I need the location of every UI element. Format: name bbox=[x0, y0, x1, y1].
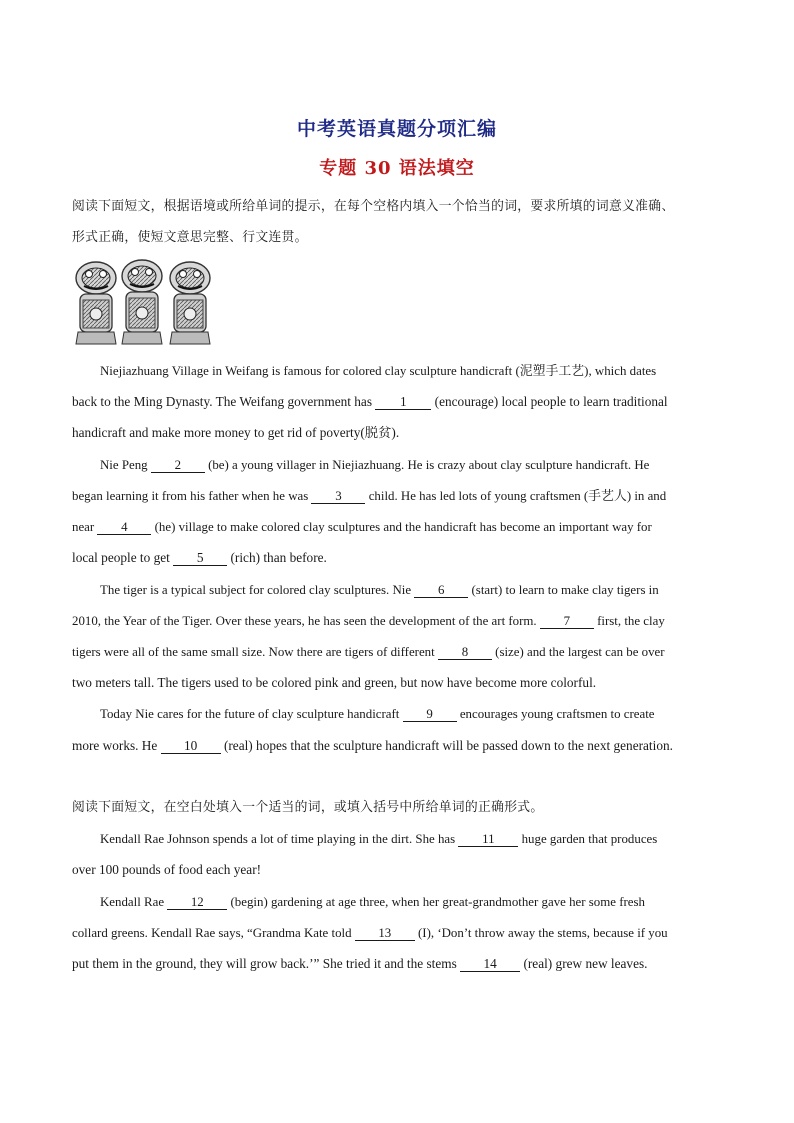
passage1-line-3: handicraft and make more money to get rid of poverty(脱贫). bbox=[72, 425, 400, 440]
passage2-line-4: collard greens. Kendall Rae says, “Grandma Kate told 13 (I), ‘Don’t throw away the stems, because if you bbox=[72, 926, 668, 940]
blank-1[interactable]: 1 bbox=[375, 395, 431, 410]
blank-10[interactable]: 10 bbox=[161, 739, 221, 754]
blank-2[interactable]: 2 bbox=[151, 458, 205, 473]
passage1-line-12: Today Nie cares for the future of clay sculpture handicraft 9 encourages young craftsmen to create bbox=[100, 707, 655, 721]
blank-11[interactable]: 11 bbox=[458, 832, 518, 847]
blank-13[interactable]: 13 bbox=[355, 926, 415, 941]
passage2-line-2: over 100 pounds of food each year! bbox=[72, 862, 262, 877]
blank-3[interactable]: 3 bbox=[311, 489, 365, 504]
passage2-line-5: put them in the ground, they will grow back.’” She tried it and the stems 14 (real) grew new leaves. bbox=[72, 956, 648, 971]
passage1-line-4: Nie Peng 2 (be) a young villager in Niejiazhuang. He is crazy about clay sculpture handicraft. He bbox=[100, 458, 650, 472]
passage1-line-8: The tiger is a typical subject for colored clay sculptures. Nie 6 (start) to learn to make clay tigers in bbox=[100, 583, 659, 597]
passage1-line-5: began learning it from his father when he was 3 child. He has led lots of young craftsmen (手艺人) in and bbox=[72, 489, 667, 503]
passage1-line-6: near 4 (he) village to make colored clay sculptures and the handicraft has become an important way for bbox=[72, 520, 652, 534]
section1-instructions-line2: 形式正确，使短文意思完整、行文连贯。 bbox=[72, 230, 308, 245]
page-subtitle: 专题 30 语法填空 bbox=[319, 158, 475, 179]
passage2-line-1: Kendall Rae Johnson spends a lot of time playing in the dirt. She has 11 huge garden that produces bbox=[100, 832, 658, 846]
blank-14[interactable]: 14 bbox=[460, 957, 520, 972]
passage2-line-3: Kendall Rae 12 (begin) gardening at age three, when her great-grandmother gave her some fresh bbox=[100, 895, 645, 909]
blank-4[interactable]: 4 bbox=[97, 520, 151, 535]
blank-8[interactable]: 8 bbox=[438, 645, 492, 660]
passage1-line-7: local people to get 5 (rich) than before. bbox=[72, 550, 327, 565]
blank-5[interactable]: 5 bbox=[173, 551, 227, 566]
page-title: 中考英语真题分项汇编 bbox=[296, 118, 497, 140]
passage1-line-10: tigers were all of the same small size. Now there are tigers of different 8 (size) and the largest can be over bbox=[72, 645, 665, 659]
blank-6[interactable]: 6 bbox=[414, 583, 468, 598]
clay-tiger-image bbox=[72, 258, 214, 346]
passage1-line-1: Niejiazhuang Village in Weifang is famous for colored clay sculpture handicraft (泥塑手工艺), which dates bbox=[100, 364, 657, 378]
section1-instructions-line1: 阅读下面短文，根据语境或所给单词的提示，在每个空格内填入一个恰当的词，要求所填的词意义准确、 bbox=[72, 199, 675, 214]
passage1-line-9: 2010, the Year of the Tiger. Over these years, he has seen the development of the art form. 7 first, the clay bbox=[72, 614, 665, 628]
blank-12[interactable]: 12 bbox=[167, 895, 227, 910]
passage1-line-2: back to the Ming Dynasty. The Weifang government has 1 (encourage) local people to learn traditional bbox=[72, 394, 668, 409]
passage1-line-11: two meters tall. The tigers used to be colored pink and green, but now have become more colorful. bbox=[72, 675, 597, 690]
passage1-line-13: more works. He 10 (real) hopes that the sculpture handicraft will be passed down to the next generation. bbox=[72, 738, 673, 753]
blank-9[interactable]: 9 bbox=[403, 707, 457, 722]
section2-instructions: 阅读下面短文，在空白处填入一个适当的词，或填入括号中所给单词的正确形式。 bbox=[72, 800, 544, 815]
blank-7[interactable]: 7 bbox=[540, 614, 594, 629]
